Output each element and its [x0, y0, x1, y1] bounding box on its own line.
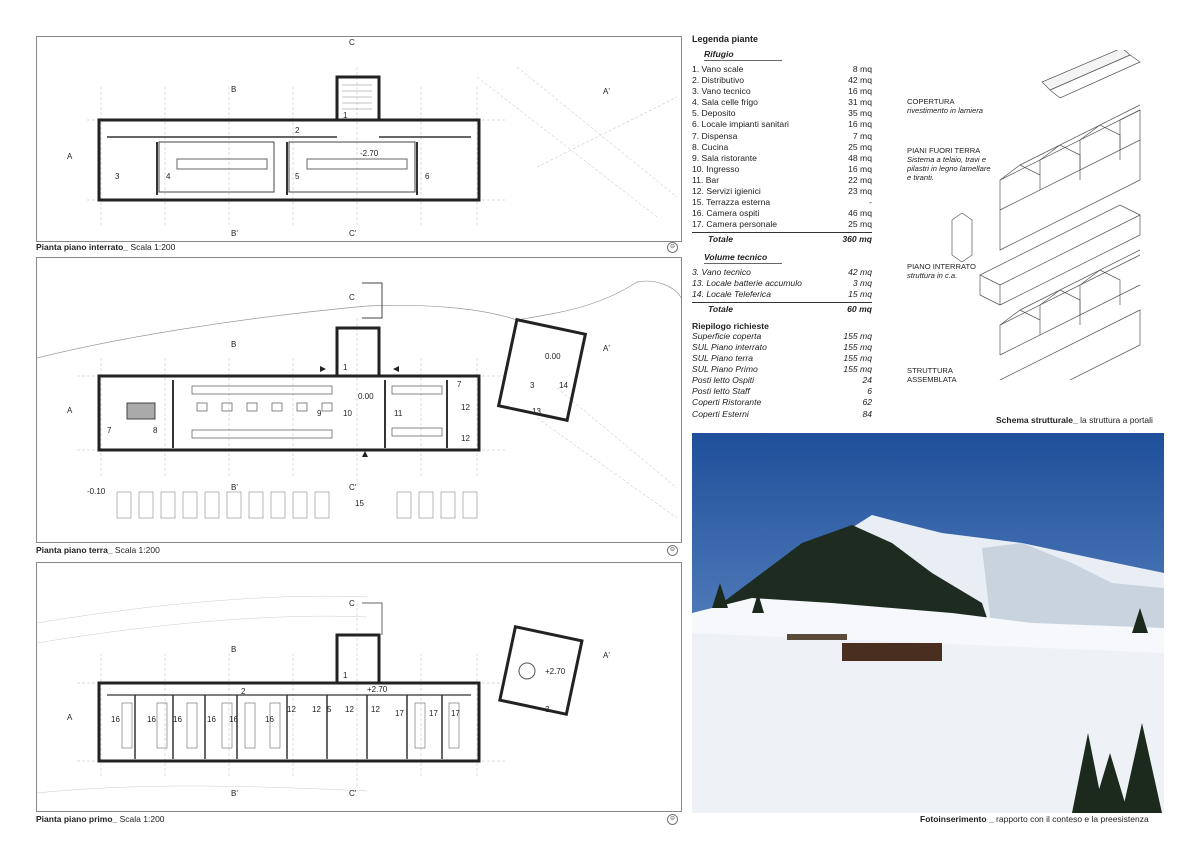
- legend-row-name: 13. Locale batterie accumulo: [692, 277, 802, 288]
- legend-row-name: 2. Distributivo: [692, 75, 745, 86]
- legend-row-value: 46 mq: [848, 208, 872, 219]
- legend-row: [692, 208, 872, 219]
- schema-struttura-label: [907, 366, 997, 384]
- legend-row-name: 11. Bar: [692, 174, 720, 185]
- north-arrow-icon: ⊖: [667, 545, 678, 556]
- legend-row-name: 5. Deposito: [692, 108, 736, 119]
- room-7b: 7: [457, 380, 462, 389]
- room-16f: 16: [265, 715, 274, 724]
- room-9: 9: [317, 409, 322, 418]
- room-3: 3: [115, 172, 120, 181]
- schema-piani-label: [907, 146, 993, 182]
- struttura-title-1: STRUTTURA: [907, 366, 953, 375]
- legend-row-name: 3. Vano tecnico: [692, 86, 751, 97]
- legend-volume-list: [692, 267, 872, 300]
- legend-row: [692, 97, 872, 108]
- plan-basement: [36, 36, 682, 242]
- legend-row-value: 6: [867, 386, 872, 397]
- legend-row-name: 10. Ingresso: [692, 163, 740, 174]
- photomontage-image: [692, 433, 1164, 813]
- legend-row: [692, 353, 872, 364]
- section-b-bottom: B': [231, 229, 238, 238]
- room-12a: 12: [461, 403, 470, 412]
- plan-first-caption: [36, 814, 165, 824]
- legend-row-name: 8. Cucina: [692, 141, 729, 152]
- plan-first: [36, 562, 682, 812]
- total-value: 60 mq: [847, 303, 872, 314]
- photo-caption: [920, 814, 1149, 824]
- section-a-right: A': [603, 651, 610, 660]
- section-b-top: B: [231, 340, 237, 349]
- room-10: 10: [343, 409, 352, 418]
- legend-row: [692, 164, 872, 175]
- legend-row: [692, 175, 872, 186]
- plan-basement-scale: Scala 1:200: [130, 242, 176, 252]
- legend-row-name: Posti letto Staff: [692, 386, 750, 397]
- room-7: 7: [107, 426, 112, 435]
- schema-interrato-label: [907, 262, 997, 280]
- legend-row-value: 48 mq: [848, 152, 872, 163]
- room-14: 14: [559, 381, 568, 390]
- room-16e: 16: [229, 715, 238, 724]
- room-17c: 17: [451, 709, 460, 718]
- room-1: 1: [343, 111, 348, 120]
- legend-row: [692, 409, 872, 420]
- legend-row: [692, 289, 872, 300]
- legend-row-name: 3. Vano tecnico: [692, 266, 751, 277]
- plan-basement-caption: [36, 242, 175, 252]
- total-label: Totale: [708, 303, 733, 314]
- legend-row: [692, 131, 872, 142]
- room-1: 1: [343, 363, 348, 372]
- legend-row-value: 3 mq: [852, 277, 872, 288]
- room-5: 5: [327, 705, 332, 714]
- legend-row: [692, 64, 872, 75]
- elevation-label: 0.00: [358, 392, 374, 401]
- room-11: 11: [394, 409, 403, 418]
- legend-row: [692, 108, 872, 119]
- legend-row-value: 24: [862, 375, 872, 386]
- room-12d: 12: [371, 705, 380, 714]
- legend-row-name: SUL Piano Primo: [692, 364, 758, 375]
- legend-row-value: 25 mq: [848, 141, 872, 152]
- legend-row-value: 42 mq: [848, 266, 872, 277]
- section-c-top: C: [349, 38, 355, 47]
- legend-row: [692, 142, 872, 153]
- summary-list: [692, 331, 872, 420]
- piani-desc: Sistema a telaio, travi e pilastri in legno lamellare e tiranti.: [907, 155, 991, 182]
- legend-row-name: 12. Servizi igienici: [692, 186, 761, 197]
- plan-ground-scale: Scala 1:200: [114, 545, 160, 555]
- legend-row-value: 62: [862, 397, 872, 408]
- north-arrow-icon: ⊖: [667, 814, 678, 825]
- legend-row-name: SUL Piano interrato: [692, 341, 767, 352]
- legend-row-name: 14. Locale Teleferica: [692, 288, 771, 299]
- section-a-right: A': [603, 87, 610, 96]
- section-b-top: B: [231, 645, 237, 654]
- room-4: 4: [166, 172, 171, 181]
- total-label: Totale: [708, 234, 733, 245]
- legend-row-value: 84: [862, 408, 872, 419]
- legend-row: [692, 153, 872, 164]
- section-b-top: B: [231, 85, 237, 94]
- legend-row-value: 16 mq: [848, 86, 872, 97]
- legend-row-name: SUL Piano terra: [692, 353, 753, 364]
- legend-row: [692, 197, 872, 208]
- legend-volume-title: Volume tecnico: [704, 252, 782, 264]
- room-12b: 12: [461, 434, 470, 443]
- legend-row-value: 155 mq: [843, 330, 872, 341]
- room-13: 13: [532, 407, 541, 416]
- north-arrow-icon: ⊖: [667, 242, 678, 253]
- interrato-desc: struttura in c.a.: [907, 271, 958, 280]
- total-value: 360 mq: [842, 234, 872, 245]
- room-12a: 12: [287, 705, 296, 714]
- copertura-desc: rivestimento in lamiera: [907, 106, 983, 115]
- first-drawing: [37, 563, 681, 811]
- legend-row: [692, 75, 872, 86]
- legend-row: [692, 219, 872, 230]
- elevation-label-exterior: -0.10: [87, 487, 106, 496]
- legend-row-value: 31 mq: [848, 97, 872, 108]
- section-b-bottom: B': [231, 789, 238, 798]
- room-12b: 12: [312, 705, 321, 714]
- legend-row-name: 9. Sala ristorante: [692, 152, 757, 163]
- room-1: 1: [343, 671, 348, 680]
- legend-title: Legenda piante: [692, 34, 759, 44]
- room-2: 2: [295, 126, 300, 135]
- legend-row: [692, 119, 872, 130]
- room-16c: 16: [173, 715, 182, 724]
- room-16a: 16: [111, 715, 120, 724]
- legend-row-value: 16 mq: [848, 119, 872, 130]
- legend-rifugio-total: [692, 232, 872, 245]
- plan-ground-caption: [36, 545, 160, 555]
- copertura-title: COPERTURA: [907, 97, 955, 106]
- summary-title: Riepilogo richieste: [692, 320, 769, 331]
- section-c-bottom: C': [349, 483, 357, 492]
- legend-row-value: 155 mq: [843, 341, 872, 352]
- legend-row-value: 155 mq: [843, 364, 872, 375]
- section-c-bottom: C': [349, 229, 357, 238]
- legend-row: [692, 397, 872, 408]
- section-a-left: A: [67, 406, 73, 415]
- plan-ground-title: Pianta piano terra_: [36, 545, 113, 555]
- legend-row-name: 4. Sala celle frigo: [692, 97, 758, 108]
- legend-row: [692, 364, 872, 375]
- legend-row-name: 6. Locale impianti sanitari: [692, 119, 789, 130]
- photo-caption-bold: Fotoinserimento _: [920, 814, 994, 824]
- struttura-title-2: ASSEMBLATA: [907, 375, 957, 384]
- elevation-label: +2.70: [367, 685, 388, 694]
- legend-row-name: 1. Vano scale: [692, 64, 744, 74]
- room-15: 15: [355, 499, 364, 508]
- photo-caption-text: rapporto con il conteso e la preesistenza: [993, 814, 1149, 824]
- legend-rifugio-title: Rifugio: [704, 49, 782, 61]
- piani-title: PIANI FUORI TERRA: [907, 146, 981, 155]
- legend-row-value: 155 mq: [843, 353, 872, 364]
- room-17a: 17: [395, 709, 404, 718]
- schema-copertura-label: [907, 97, 997, 115]
- elevation-label-station: 0.00: [545, 352, 561, 361]
- section-c-top: C: [349, 293, 355, 302]
- elevation-label-station: +2.70: [545, 667, 566, 676]
- legend-row-name: Posti letto Ospiti: [692, 375, 755, 386]
- legend-row-value: 7 mq: [852, 130, 872, 141]
- schema-caption-text: la struttura a portali: [1077, 415, 1153, 425]
- room-16b: 16: [147, 715, 156, 724]
- section-c-bottom: C': [349, 789, 357, 798]
- legend-row: [692, 278, 872, 289]
- legend-row-name: 15. Terrazza esterna: [692, 197, 771, 208]
- interrato-title: PIANO INTERRATO: [907, 262, 976, 271]
- legend-row-name: Coperti Esterni: [692, 408, 749, 419]
- plan-ground: [36, 257, 682, 543]
- legend-row-value: 25 mq: [848, 219, 872, 230]
- room-16d: 16: [207, 715, 216, 724]
- section-b-bottom: B': [231, 483, 238, 492]
- legend-row-value: 8 mq: [852, 64, 872, 74]
- room-8: 8: [153, 426, 158, 435]
- legend-row-name: Superficie coperta: [692, 330, 762, 341]
- schema-caption-bold: Schema strutturale_: [996, 415, 1078, 425]
- schema-caption: [996, 415, 1153, 425]
- section-a-left: A: [67, 713, 73, 722]
- legend-row: [692, 342, 872, 353]
- legend-row-value: 15 mq: [848, 288, 872, 299]
- room-12c: 12: [345, 705, 354, 714]
- legend-row: [692, 331, 872, 342]
- room-3: 3: [545, 705, 550, 714]
- elevation-label: -2.70: [360, 149, 379, 158]
- room-6: 6: [425, 172, 430, 181]
- legend-row: [692, 375, 872, 386]
- legend-row: [692, 86, 872, 97]
- legend-row-name: 16. Camera ospiti: [692, 208, 760, 219]
- legend-table: [692, 34, 872, 420]
- legend-row-value: -: [869, 197, 872, 208]
- legend-volume-total: [692, 302, 872, 315]
- legend-row-value: 22 mq: [848, 174, 872, 185]
- plan-first-title: Pianta piano primo_: [36, 814, 118, 824]
- room-2: 2: [241, 687, 246, 696]
- room-5: 5: [295, 172, 300, 181]
- plan-first-scale: Scala 1:200: [119, 814, 165, 824]
- section-a-right: A': [603, 344, 610, 353]
- legend-row-value: 16 mq: [848, 163, 872, 174]
- legend-row-value: 23 mq: [848, 186, 872, 197]
- room-17b: 17: [429, 709, 438, 718]
- legend-row-value: 35 mq: [848, 108, 872, 119]
- legend-rifugio-list: [692, 64, 872, 230]
- legend-row-name: Coperti Ristorante: [692, 397, 762, 408]
- photomontage-drawing: [692, 433, 1164, 813]
- legend-row-name: 17. Camera personale: [692, 219, 778, 230]
- legend-row: [692, 386, 872, 397]
- room-3: 3: [530, 381, 535, 390]
- legend-row-value: 42 mq: [848, 75, 872, 86]
- legend-row: [692, 186, 872, 197]
- plan-basement-title: Pianta piano interrato_: [36, 242, 129, 252]
- basement-drawing: [37, 37, 681, 241]
- section-c-top: C: [349, 599, 355, 608]
- section-a-left: A: [67, 152, 73, 161]
- legend-row: [692, 267, 872, 278]
- legend-row-name: 7. Dispensa: [692, 130, 738, 141]
